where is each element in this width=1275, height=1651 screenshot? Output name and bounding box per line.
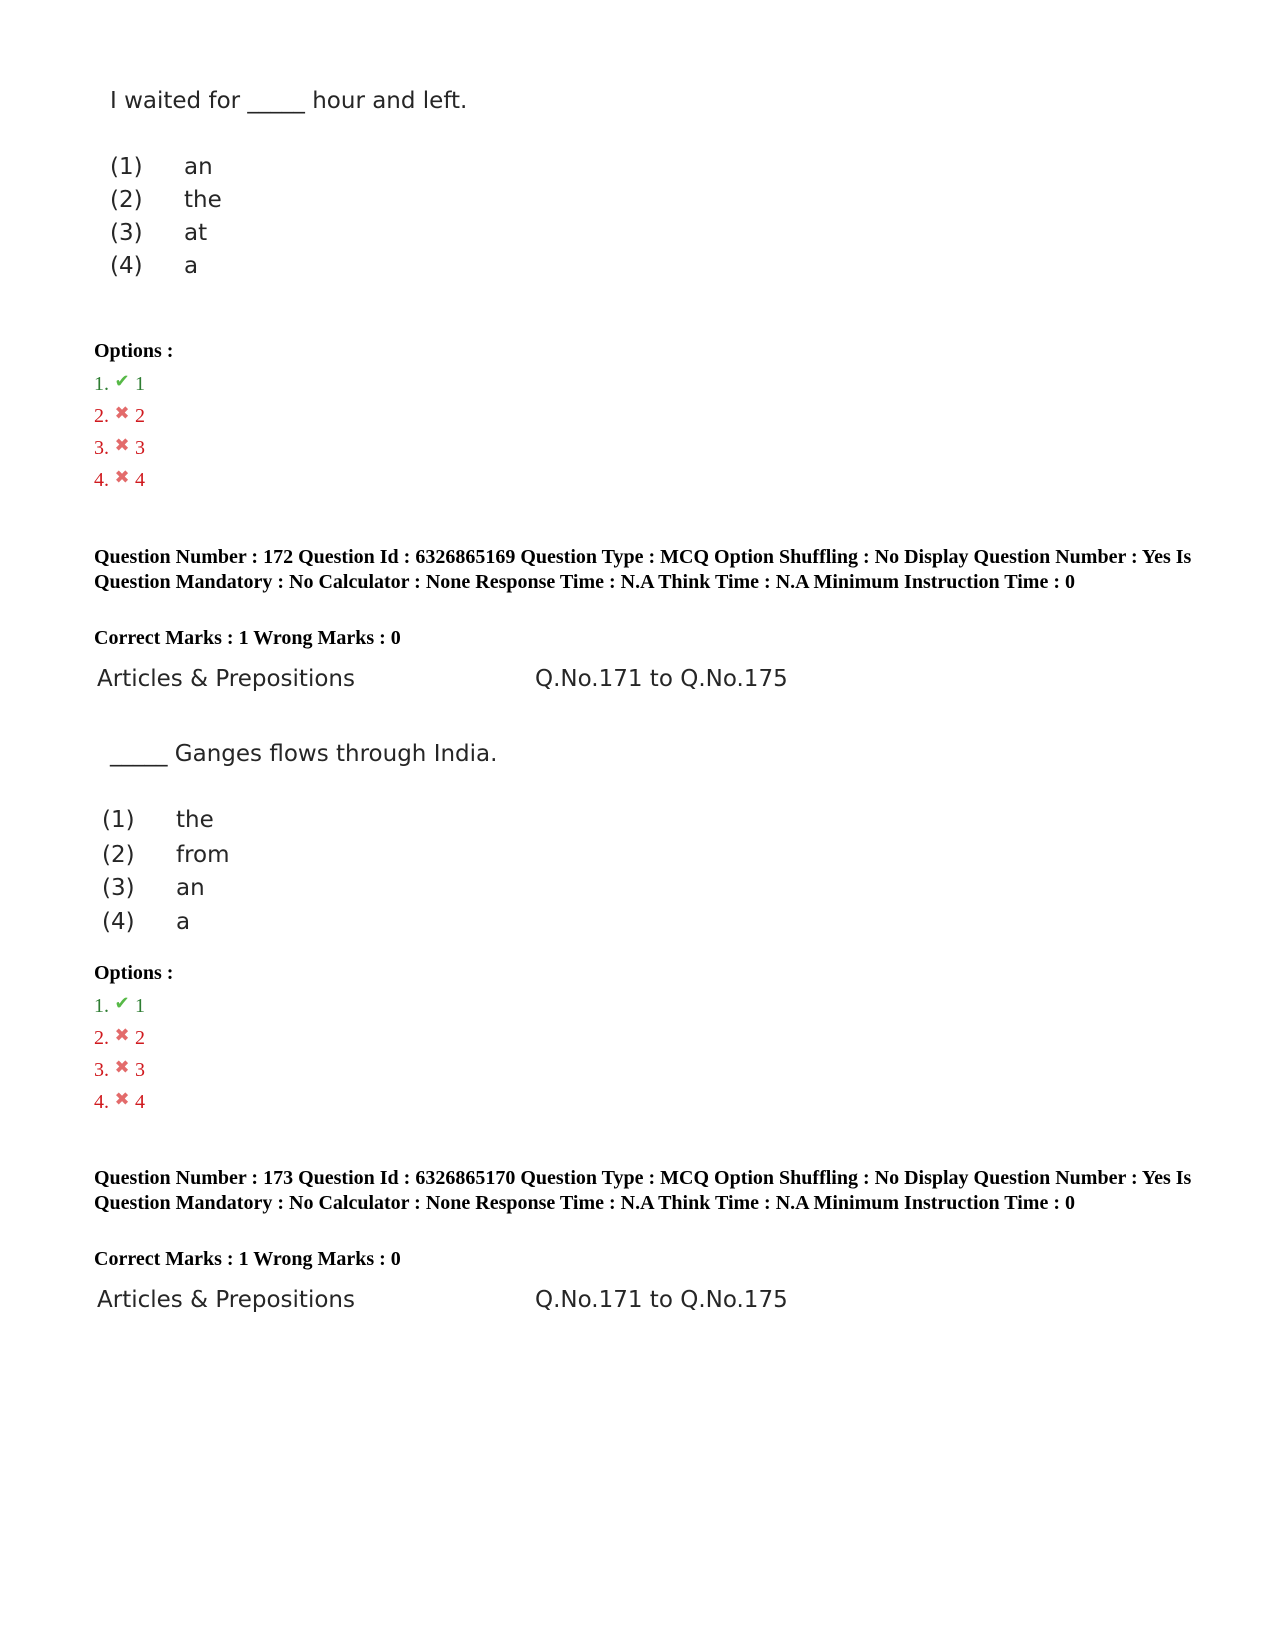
option-item-correct	[94, 371, 145, 396]
choice-number: (3)	[110, 220, 143, 246]
option-number: 2.	[94, 1027, 109, 1049]
option-label: 2	[135, 405, 145, 427]
choice-number: (3)	[102, 875, 135, 901]
option-number: 3.	[94, 437, 109, 459]
option-number: 1.	[94, 373, 109, 395]
choice-number: (1)	[110, 154, 143, 180]
option-label: 4	[135, 469, 145, 491]
option-label: 4	[135, 1091, 145, 1113]
question-stem: I waited for _____ hour and left.	[110, 88, 468, 114]
question-172-body	[102, 741, 662, 951]
choice-text: a	[176, 909, 191, 935]
question-metadata: Question Number : 172 Question Id : 6326865169 Question Type : MCQ Option Shuffling : No Display Question Number : Yes Is Question Mandatory : No Calculator : None Response Time : N.A Think Time : N.A Minimum Instruction Time : 0	[94, 546, 1192, 593]
options-title: Options :	[94, 962, 174, 984]
choice-number: (4)	[110, 253, 143, 279]
option-label: 3	[135, 1059, 145, 1081]
marks-info: Correct Marks : 1 Wrong Marks : 0	[94, 1248, 401, 1270]
choice-text: at	[184, 220, 208, 246]
option-item-wrong	[94, 403, 145, 428]
option-number: 4.	[94, 469, 109, 491]
check-icon: ✔	[114, 371, 130, 391]
choice-number: (4)	[102, 909, 135, 935]
question-171-body	[110, 88, 670, 298]
option-label: 3	[135, 437, 145, 459]
choice-number: (2)	[102, 842, 135, 868]
choice-text: an	[184, 154, 213, 180]
check-icon: ✔	[114, 993, 130, 1013]
option-label: 2	[135, 1027, 145, 1049]
options-title: Options :	[94, 340, 174, 362]
cross-icon: ✖	[114, 1057, 130, 1077]
option-label: 1	[135, 995, 145, 1017]
option-number: 1.	[94, 995, 109, 1017]
option-item-wrong	[94, 1089, 145, 1114]
option-number: 3.	[94, 1059, 109, 1081]
choice-text: from	[176, 842, 230, 868]
choice-number: (2)	[110, 187, 143, 213]
question-metadata: Question Number : 173 Question Id : 6326865170 Question Type : MCQ Option Shuffling : No Display Question Number : Yes Is Question Mandatory : No Calculator : None Response Time : N.A Think Time : N.A Minimum Instruction Time : 0	[94, 1167, 1192, 1214]
section-title: Articles & Prepositions	[97, 1287, 355, 1313]
option-item-wrong	[94, 1025, 145, 1050]
choice-text: an	[176, 875, 205, 901]
cross-icon: ✖	[114, 1025, 130, 1045]
question-range: Q.No.171 to Q.No.175	[535, 1287, 788, 1313]
choice-number: (1)	[102, 807, 135, 833]
option-item-wrong	[94, 435, 145, 460]
cross-icon: ✖	[114, 467, 130, 487]
cross-icon: ✖	[114, 403, 130, 423]
marks-info: Correct Marks : 1 Wrong Marks : 0	[94, 627, 401, 649]
question-range: Q.No.171 to Q.No.175	[535, 666, 788, 692]
option-number: 4.	[94, 1091, 109, 1113]
cross-icon: ✖	[114, 1089, 130, 1109]
section-title: Articles & Prepositions	[97, 666, 355, 692]
option-item-correct	[94, 993, 145, 1018]
cross-icon: ✖	[114, 435, 130, 455]
option-number: 2.	[94, 405, 109, 427]
choice-text: the	[176, 807, 214, 833]
choice-text: a	[184, 253, 199, 279]
option-item-wrong	[94, 467, 145, 492]
choice-text: the	[184, 187, 222, 213]
question-stem: _____ Ganges flows through India.	[110, 741, 498, 767]
option-label: 1	[135, 373, 145, 395]
option-item-wrong	[94, 1057, 145, 1082]
